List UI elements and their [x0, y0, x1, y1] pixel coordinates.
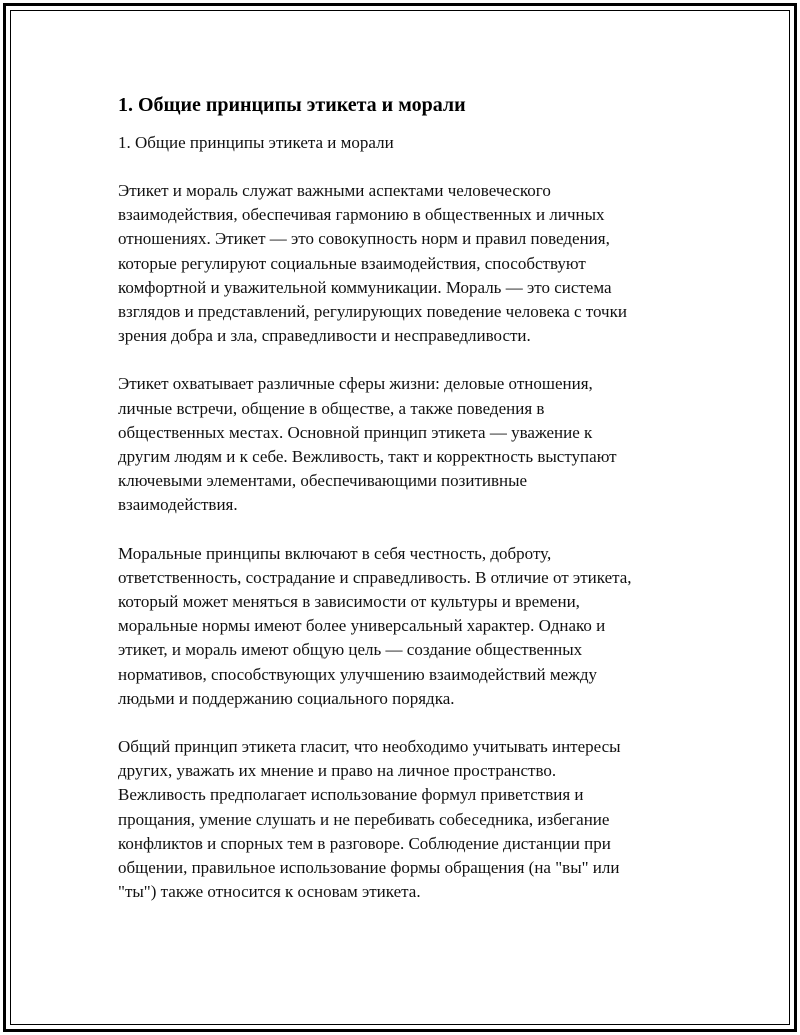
text-line: который может меняться в зависимости от культуры и времени, — [118, 592, 580, 612]
text-line: конфликтов и спорных тем в разговоре. Соблюдение дистанции при — [118, 833, 611, 853]
text-line: другим людям и к себе. Вежливость, такт и корректность выступают — [118, 447, 617, 467]
text-line: других, уважать их мнение и право на личное пространство. — [118, 761, 557, 781]
text-line: этикет, и мораль имеют общую цель — создание общественных — [118, 640, 583, 660]
document-body — [118, 92, 693, 928]
text-line: моральные нормы имеют более универсальный характер. Однако и — [118, 616, 606, 636]
page-title: 1. Общие принципы этикета и морали — [118, 94, 466, 116]
text-line: людьми и поддержанию социального порядка. — [118, 688, 455, 708]
text-line: взаимодействия. — [118, 495, 238, 515]
text-line: комфортной и уважительной коммуникации. Мораль — это система — [118, 277, 612, 297]
text-line: Этикет и мораль служат важными аспектами человеческого — [118, 181, 551, 200]
paragraph-2 — [118, 372, 693, 517]
text-line: отношениях. Этикет — это совокупность норм и правил поведения, — [118, 229, 610, 249]
text-line: ключевыми элементами, обеспечивающими позитивные — [118, 471, 528, 491]
text-line: "ты") также относится к основам этикета. — [118, 882, 421, 902]
text-line: взглядов и представлений, регулирующих поведение человека с точки — [118, 302, 627, 322]
text-line: Общий принцип этикета гласит, что необходимо учитывать интересы — [118, 737, 621, 757]
text-line: Вежливость предполагает использование формул приветствия и — [118, 785, 584, 805]
text-line: зрения добра и зла, справедливости и несправедливости. — [118, 326, 531, 346]
text-line: прощания, умение слушать и не перебивать собеседника, избегание — [118, 809, 610, 829]
text-line: личные встречи, общение в обществе, а также поведения в — [118, 398, 545, 418]
paragraph-3 — [118, 542, 693, 711]
section-subheading: 1. Общие принципы этикета и морали — [118, 133, 394, 152]
text-line: нормативов, способствующих улучшению взаимодействий между — [118, 664, 598, 684]
paragraph-4 — [118, 735, 693, 904]
text-line: общении, правильное использование формы обращения (на "вы" или — [118, 858, 620, 878]
text-line: взаимодействия, обеспечивая гармонию в общественных и личных — [118, 205, 605, 225]
text-line: которые регулируют социальные взаимодействия, способствуют — [118, 253, 586, 273]
text-line: ответственность, сострадание и справедливость. В отличие от этикета, — [118, 567, 632, 587]
text-line: Этикет охватывает различные сферы жизни: деловые отношения, — [118, 374, 593, 394]
text-line: Моральные принципы включают в себя честность, доброту, — [118, 543, 552, 563]
text-line: общественных местах. Основной принцип этикета — уважение к — [118, 422, 593, 442]
paragraph-1 — [118, 179, 693, 348]
